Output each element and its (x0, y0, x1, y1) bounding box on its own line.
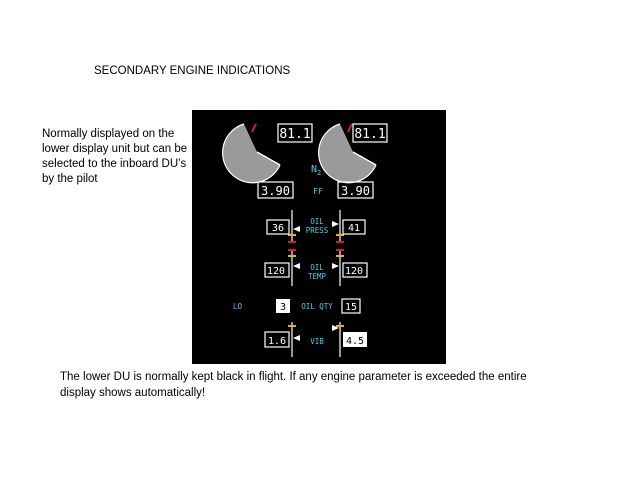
oil-temp-right-value: 120 (344, 266, 363, 277)
vib-left-pointer (293, 335, 300, 341)
oil-temp-label-2: TEMP (307, 272, 327, 281)
oil-qty-label: OIL QTY (301, 302, 333, 311)
oil-press-right-value: 41 (347, 223, 360, 234)
n2-left-gauge (223, 124, 312, 183)
ff-left-value: 3.90 (261, 184, 290, 198)
oil-press-right-pointer (332, 221, 339, 227)
vib-left-value: 1.6 (267, 336, 287, 347)
n2-left-value: 81.1 (279, 127, 311, 142)
oil-temp-label-1: OIL (310, 263, 324, 272)
oil-press-label-2: PRESS (305, 226, 329, 235)
n2-right-gauge (319, 124, 387, 183)
oil-qty-left-value: 3 (279, 302, 287, 313)
oil-temp-left-pointer (293, 263, 300, 269)
oil-qty-lo-label: LO (233, 302, 243, 311)
vib-label: VIB (310, 337, 324, 346)
n2-label: $N_2$ (311, 164, 322, 177)
side-note: Normally displayed on the lower display unit but can be selected to the inboard DU’s by the pilot (42, 128, 188, 185)
oil-temp-right-pointer (332, 263, 339, 269)
ff-right-value: 3.90 (341, 184, 370, 198)
bottom-note: The lower DU is normally kept black in flight. If any engine parameter is exceeded the entire display shows automatically! (60, 371, 527, 399)
oil-press-left-pointer (293, 226, 300, 232)
oil-press-label-1: OIL (310, 217, 324, 226)
n2-right-redline (348, 124, 352, 132)
n2-left-redline (252, 124, 256, 132)
lower-display-unit (192, 110, 446, 364)
oil-qty-right-value: 15 (344, 302, 358, 313)
slide-title: SECONDARY ENGINE INDICATIONS (94, 65, 291, 77)
oil-temp-left-value: 120 (266, 266, 285, 277)
ff-label: FF (313, 187, 323, 196)
vib-right-value: 4.5 (345, 336, 365, 347)
n2-right-value: 81.1 (354, 127, 386, 142)
oil-press-left-value: 36 (271, 223, 284, 234)
